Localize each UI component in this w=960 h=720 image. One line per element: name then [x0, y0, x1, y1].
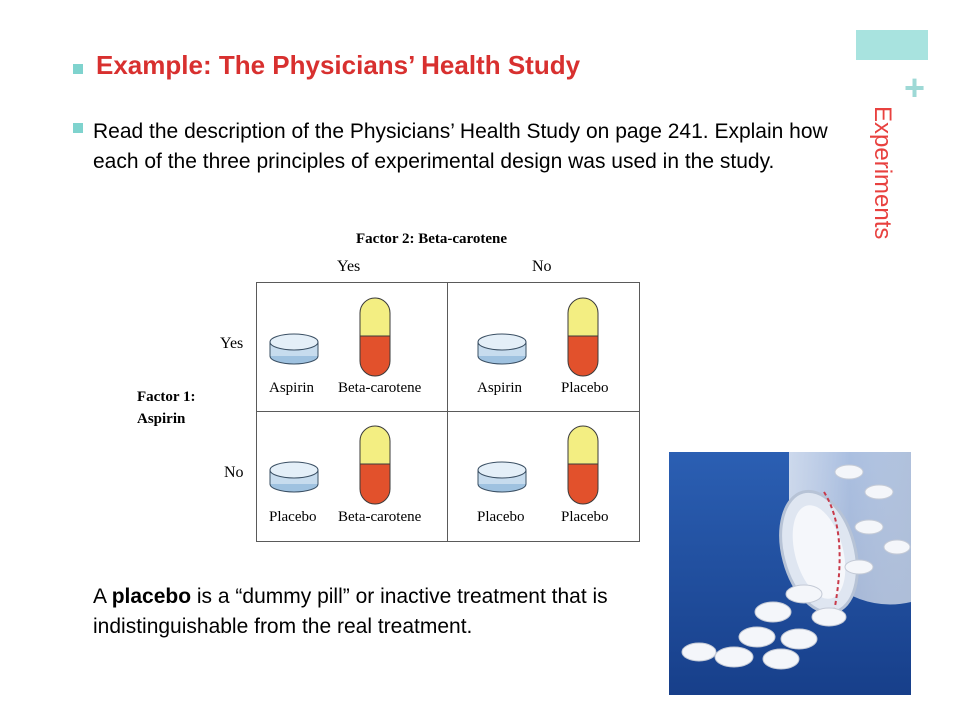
cell-label: Placebo — [561, 509, 609, 525]
accent-bar — [856, 30, 928, 60]
factor1-yes-label: Yes — [220, 335, 244, 352]
cell-label: Aspirin — [269, 380, 314, 396]
placebo-definition — [93, 582, 653, 642]
bullet-square — [73, 123, 83, 133]
definition-term: placebo — [111, 585, 192, 608]
factor2-no-label: No — [532, 258, 552, 275]
capsule-icon — [358, 424, 392, 506]
cell-label: Placebo — [561, 380, 609, 396]
body-text: Read the description of the Physicians’ Health Study on page 241. Explain how each of the three principles of experimental design was used in the study. — [93, 120, 828, 173]
definition-prefix: A — [93, 585, 112, 608]
capsule-icon — [566, 424, 600, 506]
factor2-yes-label: Yes — [337, 258, 361, 275]
definition-suffix: is a “dummy pill” or inactive treatment that is indistinguishable from the real treatment. — [93, 585, 608, 638]
spilled-pills-photo — [669, 452, 911, 695]
slide-title: Example: The Physicians’ Health Study — [96, 50, 581, 80]
tablet-icon — [476, 330, 532, 366]
tablet-icon — [476, 458, 532, 494]
cell-label: Beta-carotene — [338, 380, 422, 396]
factor1-no-label: No — [224, 464, 244, 481]
bullet-square — [73, 64, 83, 74]
grid-divider-vertical — [447, 282, 448, 542]
tablet-icon — [268, 458, 324, 494]
tablet-icon — [268, 330, 324, 366]
factor1-title-line1: Factor 1: — [137, 389, 196, 405]
cell-label: Placebo — [269, 509, 317, 525]
capsule-icon — [566, 296, 600, 378]
cell-label: Placebo — [477, 509, 525, 525]
side-title: Experiments — [869, 106, 896, 240]
cell-label: Aspirin — [477, 380, 522, 396]
factor2-title: Factor 2: Beta-carotene — [356, 231, 508, 247]
capsule-icon — [358, 296, 392, 378]
plus-mark: + — [904, 67, 926, 108]
grid-divider-horizontal — [256, 411, 640, 412]
cell-label: Beta-carotene — [338, 509, 422, 525]
factor1-title-line2: Aspirin — [137, 411, 186, 427]
